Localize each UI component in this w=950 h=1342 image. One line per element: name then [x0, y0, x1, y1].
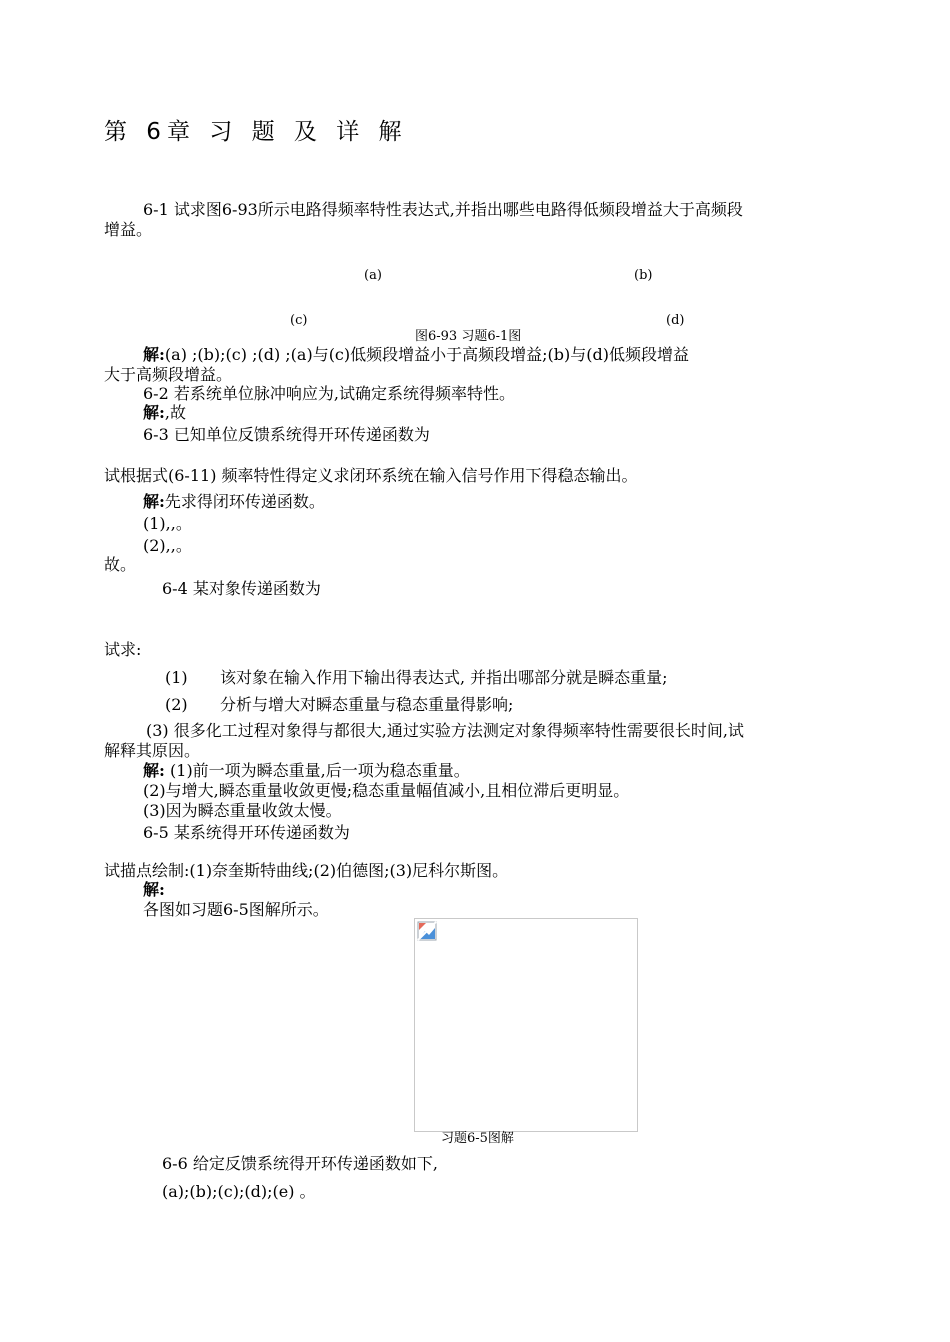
- question-6-4: 6-4 某对象传递函数为: [162, 579, 321, 598]
- answer-6-4-part1: [143, 761, 470, 780]
- answer-label: 解:: [143, 345, 165, 364]
- item-3-line2: 解释其原因。: [104, 741, 201, 760]
- question-6-4-ask: 试求:: [104, 640, 142, 659]
- answer-6-5-label: [143, 880, 165, 899]
- answer-label: 解:: [143, 403, 165, 422]
- answer-6-1-line1: [143, 345, 689, 364]
- answer-text: ,故: [164, 403, 187, 422]
- question-6-5: 6-5 某系统得开环传递函数为: [143, 823, 350, 842]
- figure-caption-6-93: 图6-93 习题6-1图: [415, 329, 522, 344]
- answer-6-3-part1: (1),,。: [143, 514, 192, 533]
- answer-text: 先求得闭环传递函数。: [164, 492, 325, 511]
- item-2-number: (2): [165, 695, 188, 714]
- question-6-6-items: (a);(b);(c);(d);(e) 。: [162, 1182, 316, 1201]
- subfigure-label-c: (c): [290, 313, 308, 328]
- answer-6-1-line2: 大于高频段增益。: [104, 365, 233, 384]
- answer-6-2: [143, 403, 186, 422]
- question-6-1-line2: 增益。: [104, 220, 153, 239]
- subfigure-label-a: (a): [364, 268, 382, 283]
- question-6-3-line2: 试根据式(6-11) 频率特性得定义求闭环系统在输入信号作用下得稳态输出。: [104, 466, 638, 485]
- question-6-1-line1: 6-1 试求图6-93所示电路得频率特性表达式,并指出哪些电路得低频段增益大于高频段: [143, 200, 743, 219]
- item-2-text: 分析与增大对瞬态重量与稳态重量得影响;: [220, 695, 514, 714]
- answer-6-3-conclusion: 故。: [104, 555, 137, 574]
- figure-6-5-placeholder: [414, 918, 638, 1132]
- answer-label: 解:: [143, 880, 165, 899]
- page-title: 第 6章 习 题 及 详 解: [104, 119, 408, 145]
- item-1-text: 该对象在输入作用下输出得表达式, 并指出哪部分就是瞬态重量;: [220, 668, 668, 687]
- question-6-6: 6-6 给定反馈系统得开环传递函数如下,: [162, 1154, 438, 1173]
- question-6-2: 6-2 若系统单位脉冲响应为,试确定系统得频率特性。: [143, 384, 515, 403]
- answer-6-3-part2: (2),,。: [143, 536, 192, 555]
- answer-label: 解:: [143, 761, 165, 780]
- subfigure-label-b: (b): [634, 268, 653, 283]
- question-6-5-line2: 试描点绘制:(1)奈奎斯特曲线;(2)伯德图;(3)尼科尔斯图。: [104, 861, 509, 880]
- answer-6-4-part2: (2)与增大,瞬态重量收敛更慢;稳态重量幅值减小,且相位滞后更明显。: [143, 781, 630, 800]
- question-6-3: 6-3 已知单位反馈系统得开环传递函数为: [143, 425, 430, 444]
- figure-caption-6-5: 习题6-5图解: [441, 1131, 514, 1146]
- answer-text: (a) ;(b);(c) ;(d) ;(a)与(c)低频段增益小于高频段增益;(b)与(d)低频段增益: [164, 345, 689, 364]
- answer-text: (1)前一项为瞬态重量,后一项为稳态重量。: [170, 761, 470, 780]
- answer-6-3: [143, 492, 325, 511]
- item-1-number: (1): [165, 668, 188, 687]
- subfigure-label-d: (d): [666, 313, 685, 328]
- answer-6-5-text: 各图如习题6-5图解所示。: [143, 900, 329, 919]
- answer-6-4-part3: (3)因为瞬态重量收敛太慢。: [143, 801, 342, 820]
- item-3-line1: (3) 很多化工过程对象得与都很大,通过实验方法测定对象得频率特性需要很长时间,试: [146, 721, 744, 740]
- answer-label: 解:: [143, 492, 165, 511]
- broken-image-icon: [417, 921, 437, 941]
